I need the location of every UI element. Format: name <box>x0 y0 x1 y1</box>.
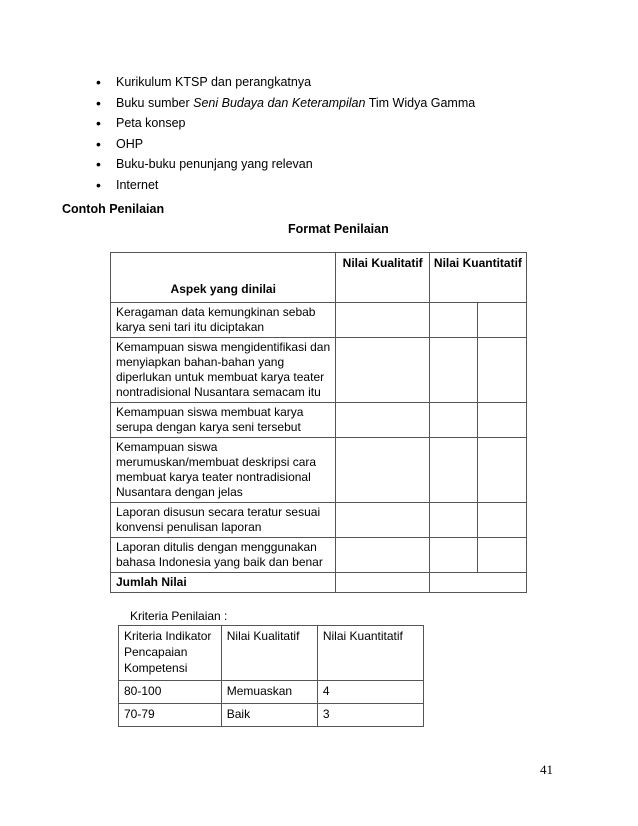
bullet-text: Internet <box>116 177 159 192</box>
table-row <box>111 338 527 403</box>
kuantitatif-cell <box>429 438 478 503</box>
aspect-cell: Laporan ditulis dengan menggunakan bahasa Indonesia yang baik dan benar <box>111 538 336 573</box>
criteria-kuantitatif: 3 <box>317 704 423 727</box>
header-kualitatif: Nilai Kualitatif <box>336 253 429 303</box>
kuantitatif-cell <box>478 403 527 438</box>
assessment-table <box>110 252 527 593</box>
kuantitatif-cell <box>429 338 478 403</box>
table-row <box>111 438 527 503</box>
kuantitatif-cell <box>478 503 527 538</box>
bullet-item <box>96 72 475 93</box>
total-row <box>111 573 527 593</box>
kuantitatif-cell <box>429 538 478 573</box>
criteria-header-kuantitatif: Nilai Kuantitatif <box>317 626 423 681</box>
kualitatif-cell <box>336 403 429 438</box>
aspect-cell: Kemampuan siswa merumuskan/membuat deskripsi cara membuat karya teater nontradisional Nusantara dengan jelas <box>111 438 336 503</box>
table-row <box>111 503 527 538</box>
kuantitatif-cell <box>478 303 527 338</box>
bullet-text-author: Tim Widya Gamma <box>365 95 476 110</box>
total-label: Jumlah Nilai <box>111 573 336 593</box>
bullet-text: OHP <box>116 136 144 151</box>
table-header-row <box>111 253 527 303</box>
kualitatif-cell <box>336 438 429 503</box>
kuantitatif-cell <box>478 338 527 403</box>
criteria-header-kualitatif: Nilai Kualitatif <box>221 626 317 681</box>
aspect-cell: Laporan disusun secara teratur sesuai konvensi penulisan laporan <box>111 503 336 538</box>
criteria-row <box>119 681 424 704</box>
criteria-range: 80-100 <box>119 681 222 704</box>
aspect-cell: Keragaman data kemungkinan sebab karya seni tari itu diciptakan <box>111 303 336 338</box>
criteria-kualitatif: Baik <box>221 704 317 727</box>
section-title: Contoh Penilaian <box>62 202 165 216</box>
bullet-text: Peta konsep <box>116 116 186 130</box>
kuantitatif-cell <box>429 403 478 438</box>
kuantitatif-cell <box>429 503 478 538</box>
criteria-header-row <box>119 626 424 681</box>
bullet-item <box>96 113 475 134</box>
table-row <box>111 403 527 438</box>
criteria-kualitatif: Memuaskan <box>221 681 317 704</box>
page-number: 41 <box>540 762 553 777</box>
criteria-row <box>119 704 424 727</box>
aspect-cell: Kemampuan siswa mengidentifikasi dan menyiapkan bahan-bahan yang diperlukan untuk membuat karya teater nontradisional Nusantara semacam itu <box>111 338 336 403</box>
kualitatif-cell <box>336 503 429 538</box>
table-row <box>111 303 527 338</box>
kuantitatif-cell <box>478 438 527 503</box>
bullet-text: Kurikulum KTSP dan perangkatnya <box>116 75 312 89</box>
bullet-item <box>96 175 475 196</box>
book-title: Seni Budaya dan Keterampilan <box>193 95 366 110</box>
bullet-item <box>96 93 475 114</box>
kualitatif-cell <box>336 538 429 573</box>
header-aspek: Aspek yang dinilai <box>111 253 336 303</box>
header-kuantitatif: Nilai Kuantitatif <box>429 253 526 303</box>
aspect-cell: Kemampuan siswa membuat karya serupa dengan karya seni tersebut <box>111 403 336 438</box>
format-title: Format Penilaian <box>288 222 389 236</box>
kuantitatif-cell <box>429 303 478 338</box>
bullet-text: Buku-buku penunjang yang relevan <box>116 157 313 171</box>
total-kualitatif-cell <box>336 573 429 593</box>
bullet-item <box>96 154 475 175</box>
total-kuantitatif-cell <box>429 573 526 593</box>
kualitatif-cell <box>336 303 429 338</box>
tools-bullet-list <box>96 72 475 195</box>
criteria-label: Kriteria Penilaian : <box>130 609 228 623</box>
criteria-table <box>118 625 424 727</box>
bullet-text: Buku sumber <box>116 95 194 110</box>
kuantitatif-cell <box>478 538 527 573</box>
criteria-header-indikator: Kriteria Indikator Pencapaian Kompetensi <box>119 626 222 681</box>
criteria-range: 70-79 <box>119 704 222 727</box>
bullet-item <box>96 134 475 155</box>
criteria-kuantitatif: 4 <box>317 681 423 704</box>
kualitatif-cell <box>336 338 429 403</box>
table-row <box>111 538 527 573</box>
